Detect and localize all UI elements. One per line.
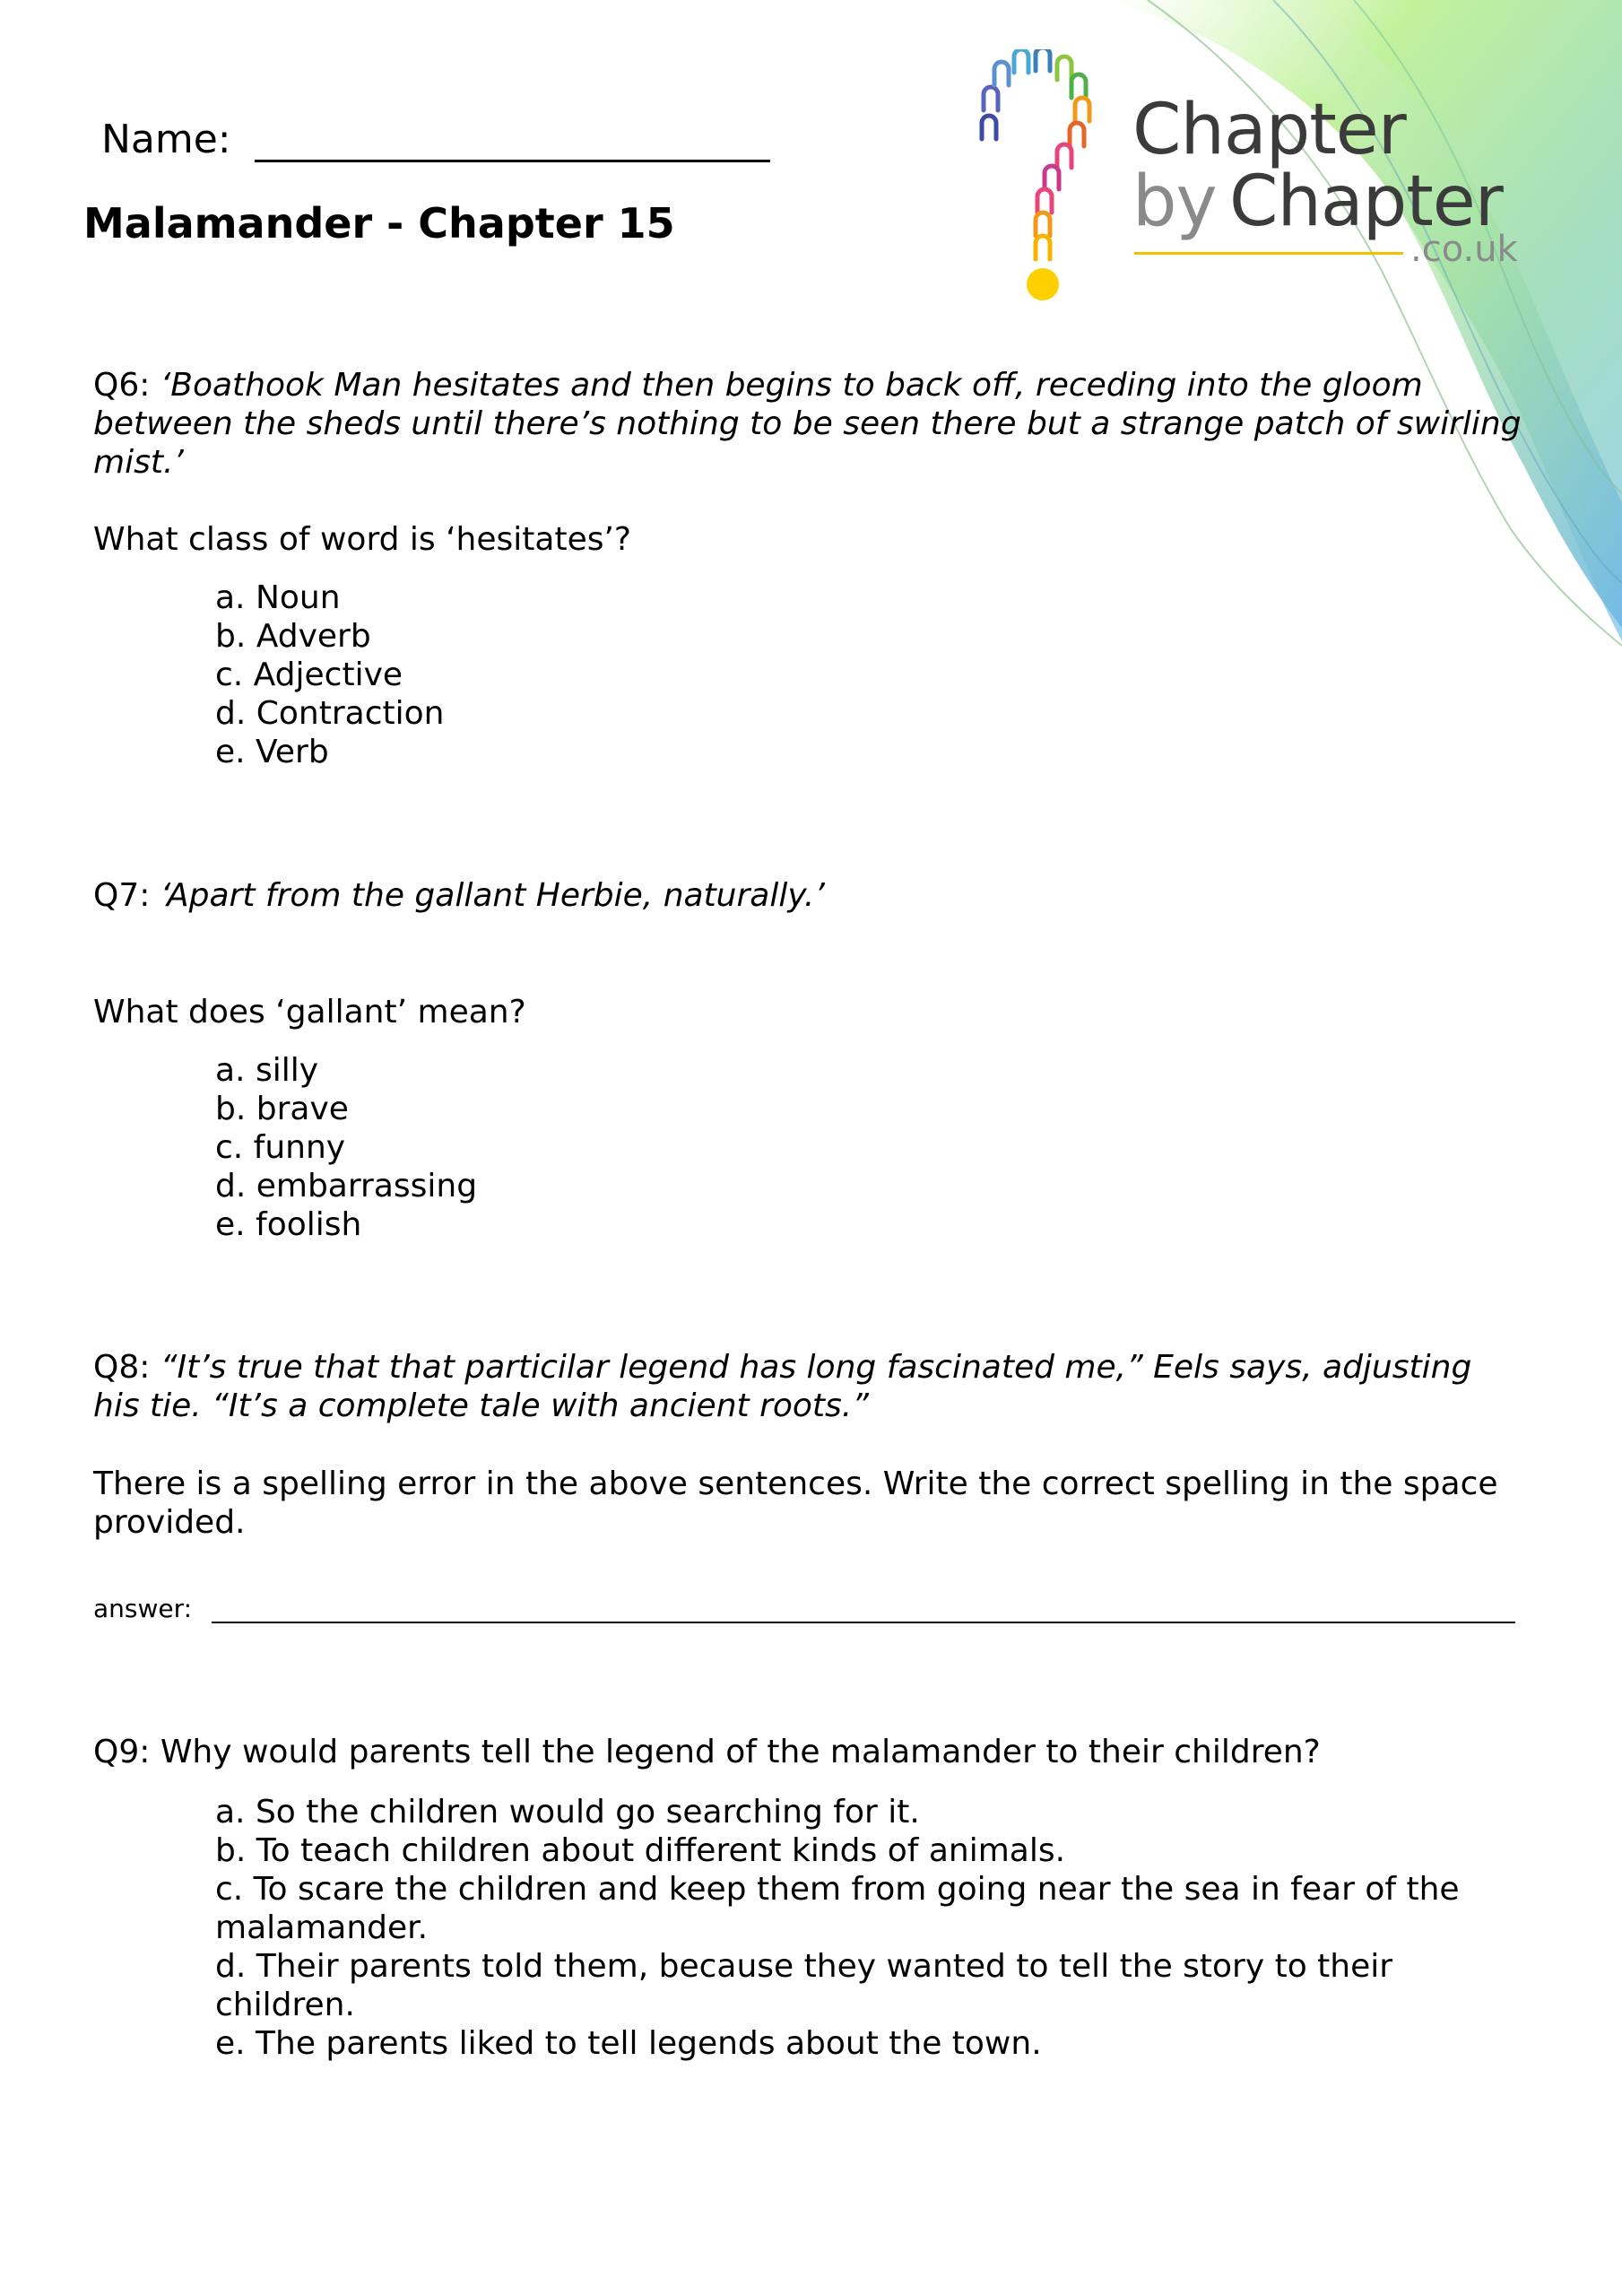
question-8-answer-input-line[interactable] [212,1595,1515,1623]
question-9-prompt-text: Why would parents tell the legend of the malamander to their children? [160,1734,1321,1770]
book-arc-icon [964,49,1125,318]
question-6-option-d[interactable]: d. Contraction [215,695,445,732]
question-7-prompt: What does ‘gallant’ mean? [93,994,526,1031]
question-9-prompt [93,1733,1528,1771]
question-6-option-a[interactable]: a. Noun [215,579,341,616]
logo-word-chapter: Chapter [1132,90,1406,170]
question-7-label: Q7: [93,877,151,914]
logo-domain: .co.uk [1410,229,1518,270]
question-8-quote-text: “It’s true that that particilar legend has long fascinated me,” Eels says, adjusting his tie. “It’s a complete tale with ancient roots.” [93,1349,1472,1424]
question-7-option-c[interactable]: c. funny [215,1129,346,1166]
logo-underline [1134,252,1403,255]
logo-word-by: by [1132,161,1217,242]
question-9-option-c[interactable]: c. To scare the children and keep them from going near the sea in fear of the malamander. [215,1871,1460,1946]
question-9-label: Q9: [93,1734,151,1770]
question-8-label: Q8: [93,1349,151,1386]
question-7-quote-text: ‘Apart from the gallant Herbie, naturally.’ [160,877,825,914]
question-9-option-e[interactable]: e. The parents liked to tell legends about the town. [215,2025,1042,2062]
question-6-prompt: What class of word is ‘hesitates’? [93,521,632,558]
name-field-row [101,117,770,162]
question-7-quote [93,876,1528,915]
question-7-option-a[interactable]: a. silly [215,1052,319,1089]
question-6-label: Q6: [93,367,151,404]
question-9-option-a[interactable]: a. So the children would go searching for it. [215,1794,920,1831]
question-6-option-b[interactable]: b. Adverb [215,618,371,655]
question-6-quote [93,366,1528,482]
logo-word-chapter-second: Chapter [1229,161,1503,242]
worksheet-title: Malamander - Chapter 15 [83,199,675,248]
question-6-option-e[interactable]: e. Verb [215,734,329,770]
question-9-option-d[interactable]: d. Their parents told them, because they wanted to tell the story to their children. [215,1948,1393,2023]
question-6-options [215,578,444,771]
question-8-prompt: There is a spelling error in the above sentences. Write the correct spelling in the space provided. [93,1465,1498,1541]
question-7-option-e[interactable]: e. foolish [215,1206,362,1243]
question-8-answer-label: answer: [93,1594,193,1623]
question-8-quote [93,1348,1528,1425]
question-9-options [215,1793,1488,2063]
name-input-line[interactable] [255,124,770,162]
question-7-option-b[interactable]: b. brave [215,1091,349,1127]
question-8-answer-row [93,1594,1515,1623]
question-9-option-b[interactable]: b. To teach children about different kinds of animals. [215,1832,1066,1869]
question-7-options [215,1051,477,1244]
name-label: Name: [101,117,231,162]
chapter-by-chapter-logo [964,49,1538,318]
question-6-option-c[interactable]: c. Adjective [215,657,403,693]
question-7-option-d[interactable]: d. embarrassing [215,1168,478,1205]
question-6-quote-text: ‘Boathook Man hesitates and then begins to back off, receding into the gloom between the sheds until there’s nothing to be seen there but a strange patch of swirling mist.’ [93,367,1522,481]
